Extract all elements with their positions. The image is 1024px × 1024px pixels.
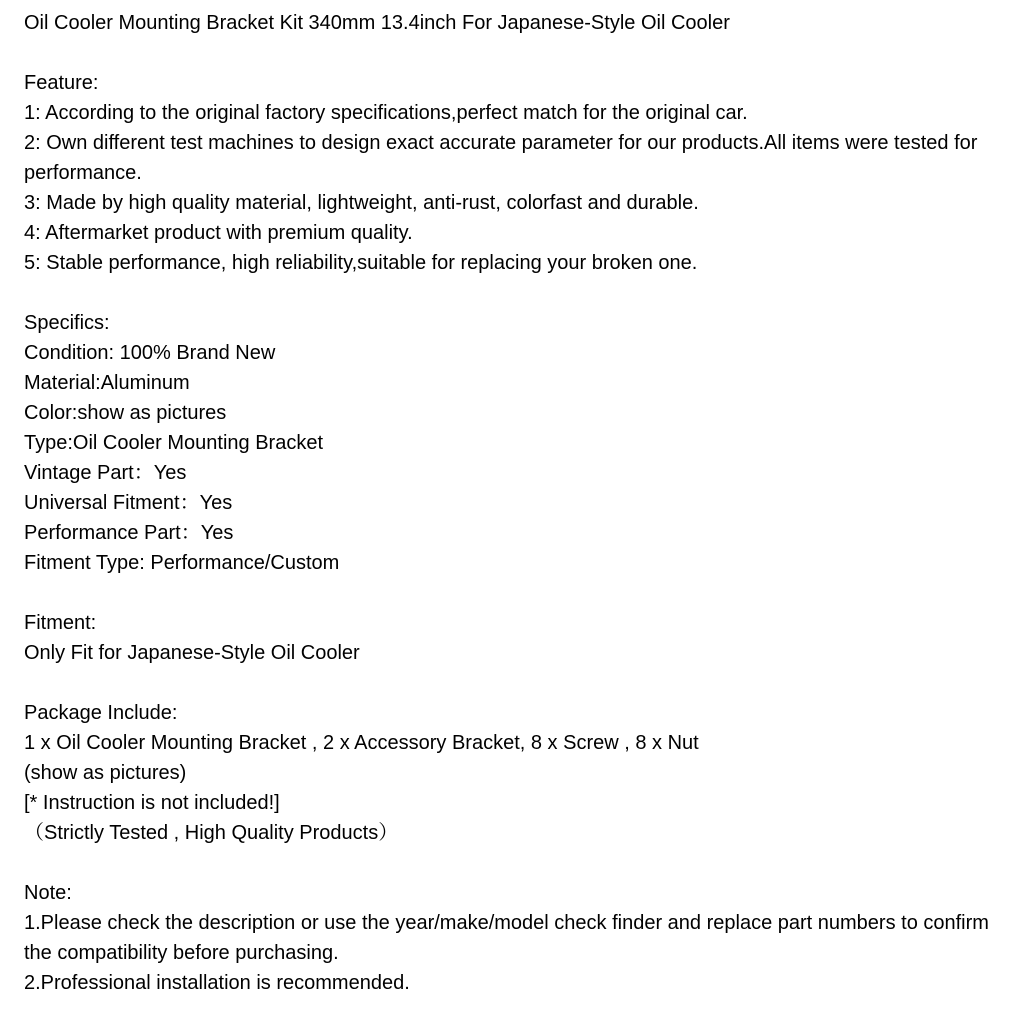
text-line: Material:Aluminum bbox=[24, 372, 190, 394]
text-line: Fitment Type: Performance/Custom bbox=[24, 552, 340, 574]
text-line: Universal Fitment：Yes bbox=[24, 492, 233, 514]
text-line: Type:Oil Cooler Mounting Bracket bbox=[24, 432, 324, 454]
text-line: 2: Own different test machines to design exact accurate parameter for our products.All items were tested for performance. bbox=[24, 132, 978, 184]
section-heading: Fitment: bbox=[24, 612, 97, 634]
text-line: 5: Stable performance, high reliability,suitable for replacing your broken one. bbox=[24, 252, 698, 274]
text-line: [* Instruction is not included!] bbox=[24, 792, 280, 814]
section-fitment bbox=[24, 608, 1004, 668]
text-line: Condition: 100% Brand New bbox=[24, 342, 276, 364]
text-line: 1: According to the original factory specifications,perfect match for the original car. bbox=[24, 102, 748, 124]
text-line: 1 x Oil Cooler Mounting Bracket , 2 x Accessory Bracket, 8 x Screw , 8 x Nut bbox=[24, 732, 699, 754]
text-line: (show as pictures) bbox=[24, 762, 187, 784]
text-line: 4: Aftermarket product with premium quality. bbox=[24, 222, 413, 244]
section-feature bbox=[24, 68, 1004, 278]
text-line: Performance Part：Yes bbox=[24, 522, 234, 544]
title-block bbox=[24, 8, 1004, 38]
text-line: Only Fit for Japanese-Style Oil Cooler bbox=[24, 642, 360, 664]
section-heading: Feature: bbox=[24, 72, 99, 94]
text-line: 2.Professional installation is recommended. bbox=[24, 972, 410, 994]
text-line: 1.Please check the description or use the year/make/model check finder and replace part numbers to confirm the compatibility before purchasing. bbox=[24, 912, 989, 964]
text-line: （Strictly Tested , High Quality Products） bbox=[24, 822, 399, 844]
section-specifics bbox=[24, 308, 1004, 578]
product-description-document bbox=[24, 8, 1004, 998]
section-heading: Note: bbox=[24, 882, 72, 904]
section-heading: Package Include: bbox=[24, 702, 178, 724]
text-line: 3: Made by high quality material, lightweight, anti-rust, colorfast and durable. bbox=[24, 192, 699, 214]
product-title: Oil Cooler Mounting Bracket Kit 340mm 13.4inch For Japanese-Style Oil Cooler bbox=[24, 12, 730, 34]
section-package-include bbox=[24, 698, 1004, 848]
text-line: Color:show as pictures bbox=[24, 402, 227, 424]
section-heading: Specifics: bbox=[24, 312, 110, 334]
section-note bbox=[24, 878, 1004, 998]
text-line: Vintage Part：Yes bbox=[24, 462, 187, 484]
